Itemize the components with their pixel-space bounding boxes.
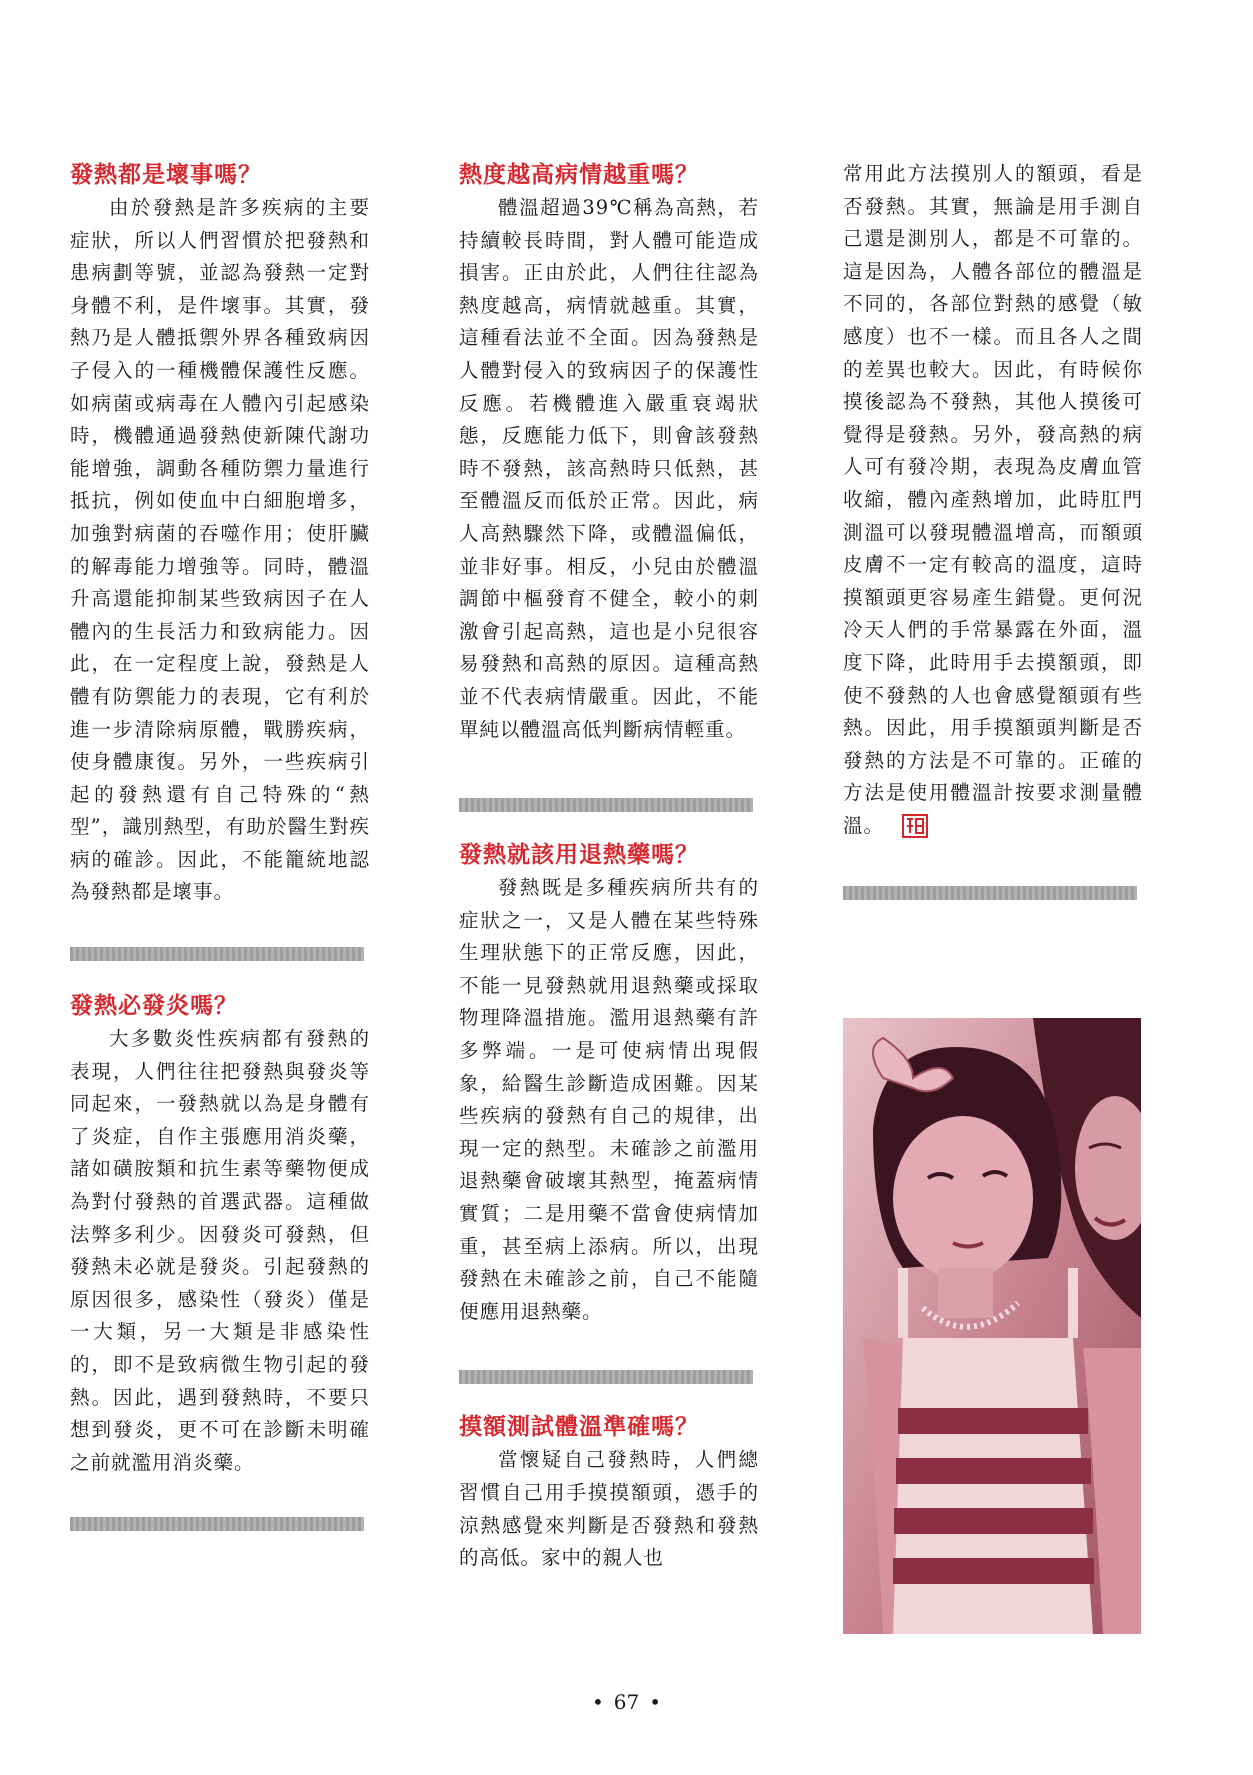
heading-fever-inflammation: 發熱必發炎嗎？: [70, 993, 238, 1020]
page-number-value: 67: [613, 1690, 640, 1714]
section-divider: [459, 1370, 753, 1384]
page-number-dot-icon: •: [591, 1690, 604, 1714]
page-number-dot-icon: •: [649, 1690, 662, 1714]
paragraph-fever-bad: 由於發熱是許多疾病的主要症狀，所以人們習慣於把發熱和患病劃等號，並認為發熱一定對身體不利，是件壞事。其實，發熱乃是人體抵禦外界各種致病因子侵入的一種機體保護性反應。如病菌或病毒在人體內引起感染時，機體通過發熱使新陳代謝功能增強，調動各種防禦力量進行抵抗，例如使血中白細胞增多，加強對病菌的吞噬作用；使肝臟的解毒能力增強等。同時，體溫升高還能抑制某些致病因子在人體內的生長活力和致病能力。因此，在一定程度上說，發熱是人體有防禦能力的表現，它有利於進一步清除病原體，戰勝疾病，使身體康復。另外，一些疾病引起的發熱還有自己特殊的“熱型”，識別熱型，有助於醫生對疾病的確診。因此，不能籠統地認為發熱都是壞事。: [70, 196, 370, 904]
column-right: [843, 158, 1143, 900]
paragraph-fever-inflammation: 大多數炎性疾病都有發熱的表現，人們往往把發熱與發炎等同起來，一發熱就以為是身體有了炎症，自作主張應用消炎藥，諸如磺胺類和抗生素等藥物便成為對付發熱的首選武器。這種做法弊多利少。因發炎可發熱，但發熱未必就是發炎。引起發熱的原因很多，感染性（發炎）僅是一大類，另一大類是非感染性的，即不是致病微生物引起的發熱。因此，遇到發熱時，不要只想到發炎，更不可在診斷未明確之前就濫用消炎藥。: [70, 1027, 370, 1474]
column-left: [70, 160, 370, 1531]
paragraph-fever-severity: 體溫超過39℃稱為高熱，若持續較長時間，對人體可能造成損害。正由於此，人們往往認為熱度越高，病情就越重。其實，這種看法並不全面。因為發熱是人體對侵入的致病因子的保護性反應。若機體進入嚴重衰竭狀態，反應能力低下，則會該發熱時不發熱，該高熱時只低熱，甚至體溫反而低於正常。因此，病人高熱驟然下降，或體溫偏低，並非好事。相反，小兒由於體溫調節中樞發育不健全，較小的刺激會引起高熱，這也是小兒很容易發熱和高熱的原因。這種高熱並不代表病情嚴重。因此，不能單純以體溫高低判斷病情輕重。: [459, 196, 759, 741]
column-middle: [459, 160, 759, 1575]
paragraph-antipyretic: 發熱既是多種疾病所共有的症狀之一，又是人體在某些特殊生理狀態下的正常反應，因此，不能一見發熱就用退熱藥或採取物理降溫措施。濫用退熱藥有許多弊端。一是可使病情出現假象，給醫生診斷造成困難。因某些疾病的發熱有自己的規律，出現一定的熱型。未確診之前濫用退熱藥會破壞其熱型，掩蓋病情實質；二是用藥不當會使病情加重，甚至病上添病。所以，出現發熱在未確診之前，自己不能隨便應用退熱藥。: [459, 876, 759, 1323]
section-divider: [843, 886, 1137, 900]
paragraph-forehead-test-part1: 當懷疑自己發熱時，人們總習慣自己用手摸摸額頭，憑手的涼熱感覺來判斷是否發熱和發熱的高低。家中的親人也: [459, 1448, 759, 1570]
end-seal-icon: [902, 814, 928, 838]
section-divider: [459, 798, 753, 812]
paragraph-forehead-test-part2-text: 常用此方法摸別人的額頭，看是否發熱。其實，無論是用手測自己還是測別人，都是不可靠的。這是因為，人體各部位的體溫是不同的，各部位對熱的感覺（敏感度）也不一樣。而且各人之間的差異也較大。因此，有時候你摸後認為不發熱，其他人摸後可覺得是發熱。另外，發高熱的病人可有發冷期，表現為皮膚血管收縮，體內產熱增加，此時肛門測溫可以發現體溫增高，而額頭皮膚不一定有較高的溫度，這時摸額頭更容易產生錯覺。更何況冷天人們的手常暴露在外面，溫度下降，此時用手去摸額頭，即使不發熱的人也會感覺額頭有些熱。因此，用手摸額頭判斷是否發熱的方法是不可靠的。正確的方法是使用體溫計按要求測量體溫。: [843, 162, 1143, 837]
photo-girl-with-mother: [843, 1018, 1141, 1634]
heading-fever-bad: 發熱都是壞事嗎？: [70, 162, 262, 188]
section-divider: [70, 1517, 364, 1531]
paragraph-forehead-test-part2: [843, 158, 1143, 842]
heading-forehead-test: 摸額測試體溫準確嗎？: [459, 1414, 699, 1441]
section-divider: [70, 947, 364, 961]
page-number: [0, 1690, 1253, 1714]
photo-illustration: [843, 1018, 1141, 1634]
heading-antipyretic: 發熱就該用退熱藥嗎？: [459, 842, 699, 869]
heading-fever-severity: 熱度越高病情越重嗎？: [459, 162, 699, 188]
